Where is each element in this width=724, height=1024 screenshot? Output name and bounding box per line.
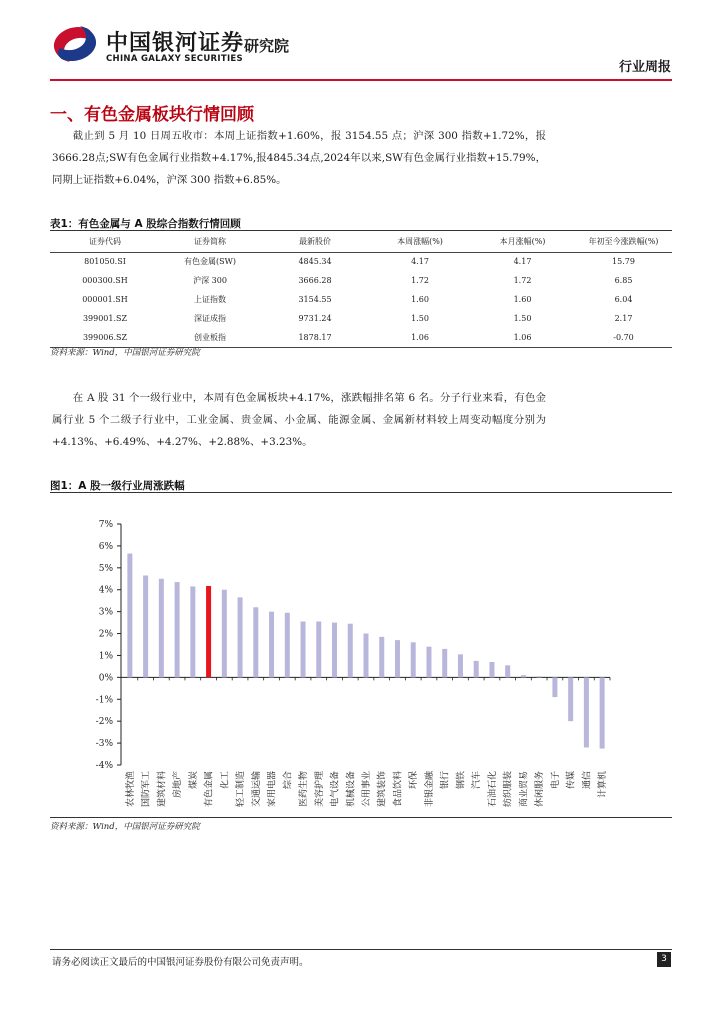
bar	[332, 623, 337, 678]
x-tick-label: 有色金属	[204, 771, 215, 808]
bar	[600, 677, 605, 748]
y-tick-label: 3%	[98, 607, 113, 618]
x-tick-label: 休闲服务	[535, 771, 546, 808]
column-header: 证券代码	[50, 231, 160, 252]
bar	[175, 582, 180, 677]
bar	[238, 597, 243, 677]
x-tick-label: 轻工制造	[236, 771, 247, 808]
table-cell: 1.06	[370, 328, 470, 347]
y-tick-label: -3%	[95, 739, 113, 750]
bar	[190, 586, 195, 677]
bar	[474, 661, 479, 677]
paragraph-text: 截止到 5 月 10 日周五收市：本周上证指数+1.60%，报 3154.55 点；沪深 300 指数+1.72%，报 3666.28点;SW有色金属行业指数+4.17%,报4845.34点,2024年以来,SW有色金属行业指数+15.79%，同期上证指数+6.04%，沪深 300 指数+6.85%。	[52, 130, 546, 186]
y-tick-label: -2%	[95, 717, 113, 728]
bar	[458, 654, 463, 677]
bar	[442, 649, 447, 677]
index-review-table	[50, 231, 672, 348]
table-cell: 1.72	[513, 276, 532, 285]
table-cell: 9731.24	[298, 314, 332, 323]
table-cell: 4.17	[411, 257, 429, 267]
table-cell: 6.04	[614, 295, 633, 304]
table-cell: 4.17	[513, 257, 532, 267]
x-tick-label: 房地产	[173, 771, 184, 799]
bar	[426, 647, 431, 678]
bar	[521, 675, 526, 677]
footer-divider	[50, 949, 672, 950]
column-header: 最新股价	[260, 231, 370, 252]
market-review-paragraph	[52, 125, 546, 191]
x-tick-label: 通信	[582, 771, 593, 790]
x-tick-label: 商业贸易	[519, 771, 530, 808]
institute-label: 研究院	[244, 37, 290, 55]
figure-bottom-rule	[50, 817, 672, 818]
table-source-note: 资料来源：Wind，中国银河证券研究院	[50, 348, 200, 358]
x-tick-label: 汽车	[472, 771, 483, 790]
table-cell: 有色金属(SW)	[184, 257, 236, 267]
bar	[301, 621, 306, 677]
bar	[143, 575, 148, 677]
bar	[159, 579, 164, 678]
table-cell: -0.70	[575, 328, 672, 347]
x-tick-label: 电气设备	[330, 771, 341, 808]
table-cell: 1.60	[411, 295, 429, 304]
table-row	[50, 309, 672, 328]
x-tick-label: 美容护理	[314, 771, 325, 808]
x-tick-label: 综合	[283, 771, 294, 790]
bar	[505, 665, 510, 677]
table-cell: 2.17	[614, 314, 633, 323]
galaxy-logo-icon	[50, 22, 100, 66]
table-cell: 6.85	[614, 276, 633, 285]
column-header: 年初至今涨跌幅(%)	[575, 231, 672, 252]
y-tick-label: 0%	[98, 673, 113, 684]
header-divider	[50, 79, 672, 81]
x-tick-label: 机械设备	[346, 771, 357, 808]
table-row	[50, 328, 672, 347]
company-name-cn: 中国银河证券	[106, 31, 245, 56]
bar	[127, 554, 132, 678]
table-title: 表1：有色金属与 A 股综合指数行情回顾	[50, 218, 241, 230]
bar	[568, 677, 573, 721]
bar	[316, 621, 321, 677]
y-tick-label: 5%	[98, 563, 113, 574]
x-tick-label: 国防军工	[141, 771, 152, 808]
bar	[285, 613, 290, 678]
industry-ranking-paragraph	[52, 387, 546, 453]
x-tick-label: 建筑材料	[157, 771, 168, 808]
x-tick-label: 化工	[220, 771, 231, 790]
figure-title: 图1：A 股一级行业周涨跌幅	[50, 480, 185, 492]
y-tick-label: 1%	[98, 651, 113, 662]
x-tick-label: 钢铁	[456, 771, 467, 790]
table-row	[50, 252, 672, 271]
bar	[584, 677, 589, 747]
column-header: 本月涨幅(%)	[470, 231, 575, 252]
bar	[222, 590, 227, 678]
y-tick-label: -4%	[95, 761, 113, 771]
table-cell: 上证指数	[194, 295, 226, 304]
x-tick-label: 煤炭	[188, 771, 199, 790]
x-tick-label: 交通运输	[251, 771, 262, 808]
y-tick-label: -1%	[95, 695, 113, 706]
bar	[348, 624, 353, 678]
bar	[552, 677, 557, 697]
table-cell: 1.50	[513, 314, 532, 323]
table-cell: 000001.SH	[82, 295, 128, 304]
table-cell: 4845.34	[298, 257, 332, 267]
column-header: 本周涨幅(%)	[370, 231, 470, 252]
figure-source-note: 资料来源：Wind，中国银河证券研究院	[50, 822, 200, 832]
x-tick-label: 公用事业	[362, 771, 372, 808]
table-cell: 深证成指	[194, 314, 226, 323]
table-cell: 3154.55	[298, 295, 332, 304]
x-tick-label: 电子	[550, 771, 561, 790]
bar	[537, 676, 542, 677]
page-number: 3	[657, 952, 671, 967]
x-tick-label: 计算机	[598, 771, 609, 799]
bar	[395, 640, 400, 677]
report-type: 行业周报	[618, 60, 671, 75]
figure-top-rule	[50, 492, 672, 493]
x-tick-label: 银行	[440, 771, 451, 790]
industry-weekly-change-chart	[50, 494, 672, 816]
table-header-row	[50, 231, 672, 252]
bar	[379, 637, 384, 678]
y-tick-label: 4%	[98, 585, 113, 596]
page-header	[0, 0, 724, 82]
x-tick-label: 纺织服装	[503, 771, 514, 808]
y-tick-label: 2%	[98, 629, 113, 640]
table-row	[50, 290, 672, 309]
x-tick-label: 家用电器	[267, 771, 278, 808]
table-cell: 沪深 300	[193, 276, 227, 285]
paragraph-text: 在 A 股 31 个一级行业中，本周有色金属板块+4.17%，涨跌幅排名第 6 名。分子行业来看，有色金属行业 5 个二级子行业中，工业金属、贵金属、小金属、能源金属、金属新材料较上周变动幅度分别为+4.13%、+6.49%、+4.27%、+2.88%、+3.23%。	[52, 392, 546, 448]
x-tick-label: 传媒	[566, 771, 577, 790]
column-header: 证券简称	[160, 231, 260, 252]
table-cell: 399001.SZ	[82, 314, 128, 323]
table-cell: 15.79	[612, 257, 635, 267]
x-tick-label: 食品饮料	[393, 771, 404, 808]
bar	[253, 607, 258, 677]
table-row	[50, 271, 672, 290]
table-cell: 000300.SH	[82, 276, 128, 285]
company-name-en: CHINA GALAXY SECURITIES	[106, 54, 243, 64]
bar	[269, 612, 274, 678]
table-cell: 801050.SI	[84, 257, 126, 267]
bar	[206, 586, 211, 677]
table-cell: 1.72	[411, 276, 429, 285]
table-cell: 3666.28	[298, 276, 332, 285]
table-cell: 创业板指	[160, 328, 260, 347]
x-tick-label: 建筑装饰	[377, 771, 388, 808]
bar	[364, 634, 369, 678]
bar	[411, 642, 416, 677]
section-title: 一、有色金属板块行情回顾	[50, 105, 254, 125]
table-cell: 1.50	[411, 314, 429, 323]
x-tick-label: 医药生物	[299, 771, 310, 808]
bar	[489, 662, 494, 677]
x-tick-label: 环保	[409, 771, 420, 790]
table-cell: 1.60	[513, 295, 532, 304]
x-tick-label: 非银金融	[424, 771, 435, 808]
footer-disclaimer: 请务必阅读正文最后的中国银河证券股份有限公司免责声明。	[52, 957, 309, 968]
x-tick-label: 石油石化	[487, 771, 498, 808]
table-cell: 1878.17	[260, 328, 370, 347]
y-tick-label: 6%	[98, 541, 113, 552]
table-cell: 399006.SZ	[50, 328, 160, 347]
table-cell: 1.06	[470, 328, 575, 347]
x-tick-label: 农林牧渔	[125, 771, 136, 808]
y-tick-label: 7%	[98, 520, 113, 530]
